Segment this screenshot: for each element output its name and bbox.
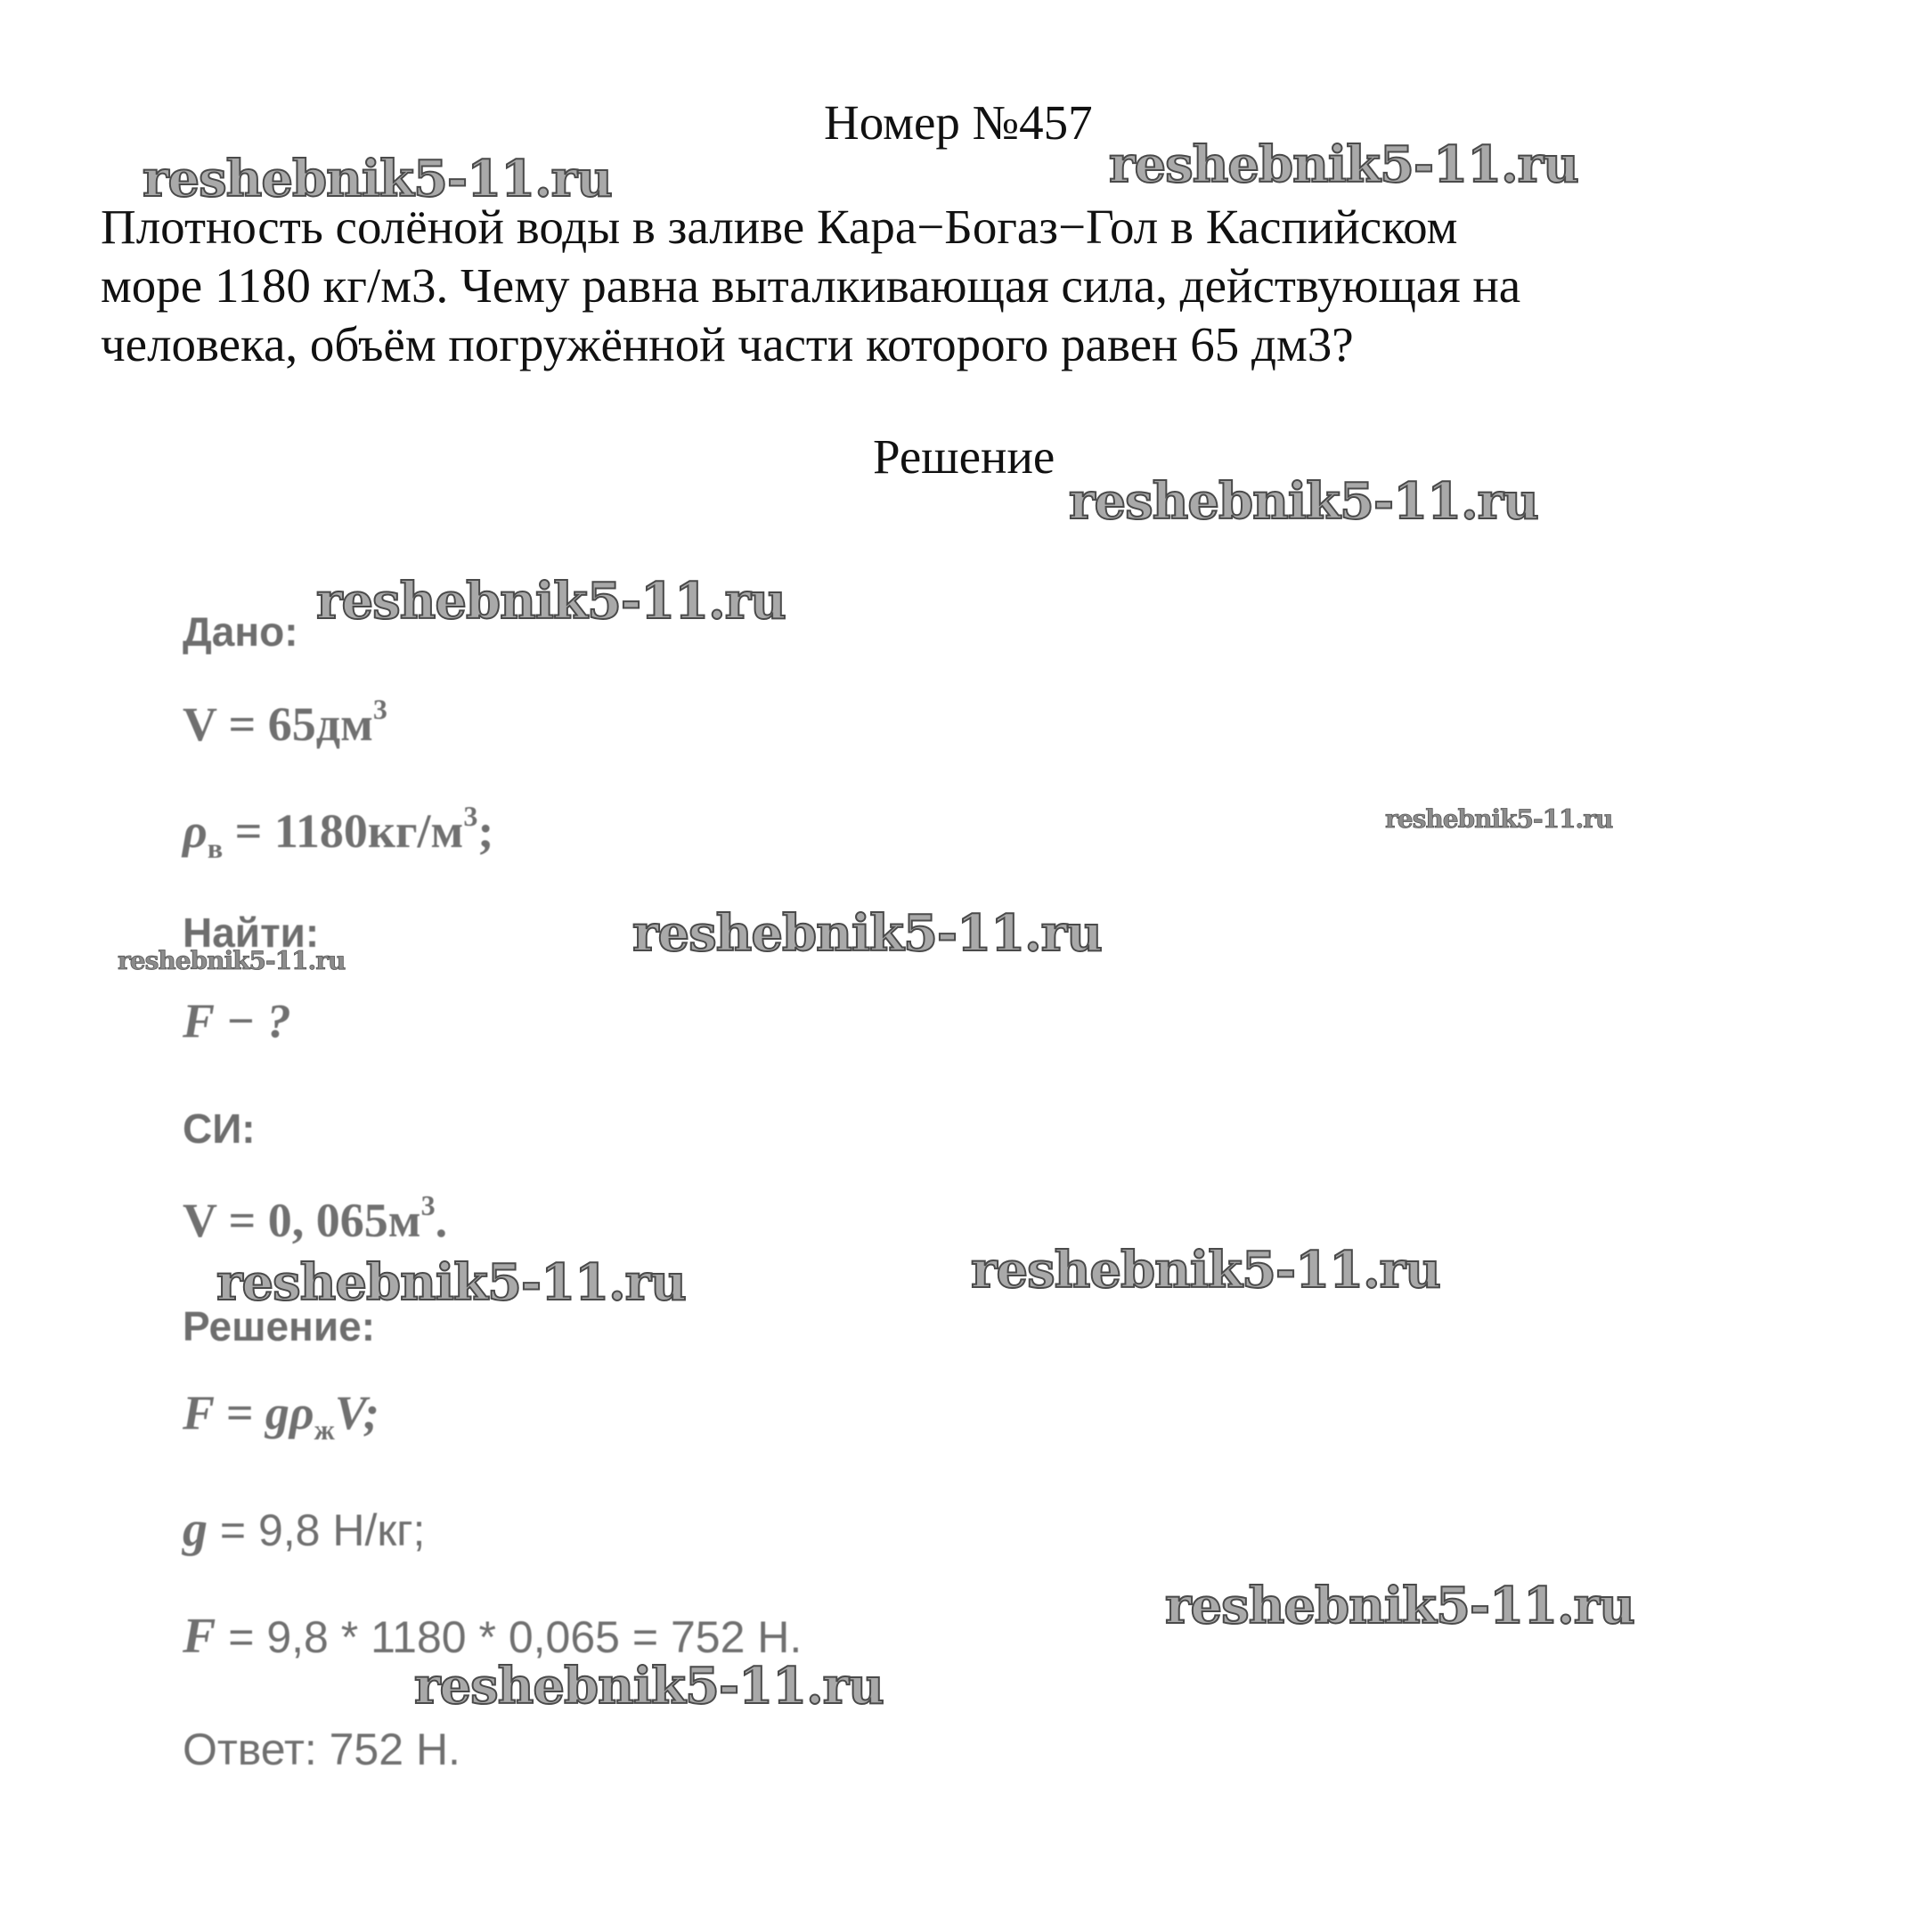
si-volume-end: . xyxy=(435,1194,448,1247)
formula-rho-subscript: ж xyxy=(314,1414,335,1446)
si-volume-text: V = 0, 065м xyxy=(183,1194,421,1247)
given-volume-text: V = 65дм xyxy=(183,697,373,751)
solution-label: Решение: xyxy=(183,1303,376,1349)
gravity-value xyxy=(183,1501,425,1558)
find-force-text: F − ? xyxy=(183,994,291,1048)
si-volume xyxy=(183,1189,447,1248)
si-label: СИ: xyxy=(183,1105,256,1152)
answer: Ответ: 752 Н. xyxy=(183,1724,460,1774)
watermark: reshebnik5-11.ru xyxy=(1385,804,1613,834)
gravity-value-text: = 9,8 Н/кг; xyxy=(208,1505,426,1555)
gravity-symbol: g xyxy=(183,1502,208,1557)
force-calc-symbol: F xyxy=(183,1609,216,1664)
given-density-exponent: 3 xyxy=(463,800,478,832)
watermark: reshebnik5-11.ru xyxy=(1069,472,1538,531)
watermark: reshebnik5-11.ru xyxy=(143,150,612,208)
watermark: reshebnik5-11.ru xyxy=(1165,1577,1634,1635)
si-volume-exponent: 3 xyxy=(420,1189,436,1221)
watermark: reshebnik5-11.ru xyxy=(216,1253,686,1312)
given-density xyxy=(183,800,493,865)
problem-number-title: Номер №457 xyxy=(824,95,1093,150)
find-label: Найти: xyxy=(183,909,320,956)
watermark: reshebnik5-11.ru xyxy=(632,904,1102,963)
watermark: reshebnik5-11.ru xyxy=(316,572,786,631)
given-volume-exponent: 3 xyxy=(372,693,387,725)
solution-heading: Решение xyxy=(873,429,1055,484)
formula-volume: V; xyxy=(334,1386,379,1439)
given-volume xyxy=(183,693,387,752)
watermark: reshebnik5-11.ru xyxy=(1109,135,1578,194)
problem-line: человека, объём погружённой части которого равен 65 дм3? xyxy=(101,317,1354,371)
problem-statement xyxy=(101,198,1793,374)
force-formula-lhs: F = g xyxy=(183,1386,289,1439)
watermark: reshebnik5-11.ru xyxy=(414,1657,884,1716)
problem-line: море 1180 кг/м3. Чему равна выталкивающая сила, действующая на xyxy=(101,258,1521,313)
problem-line: Плотность солёной воды в заливе Кара−Богаз−Гол в Каспийском xyxy=(101,200,1458,254)
given-density-value: = 1180кг/м xyxy=(223,804,464,858)
find-force xyxy=(183,993,291,1048)
rho-subscript: в xyxy=(207,832,224,864)
formula-rho-symbol: ρ xyxy=(289,1386,314,1439)
rho-symbol: ρ xyxy=(183,804,208,858)
given-label: Дано: xyxy=(183,608,298,655)
force-formula xyxy=(183,1385,379,1447)
given-density-end: ; xyxy=(477,804,494,858)
force-calc-text: = 9,8 * 1180 * 0,065 = 752 Н. xyxy=(216,1612,803,1662)
watermark: reshebnik5-11.ru xyxy=(118,946,346,975)
watermark: reshebnik5-11.ru xyxy=(971,1241,1440,1300)
